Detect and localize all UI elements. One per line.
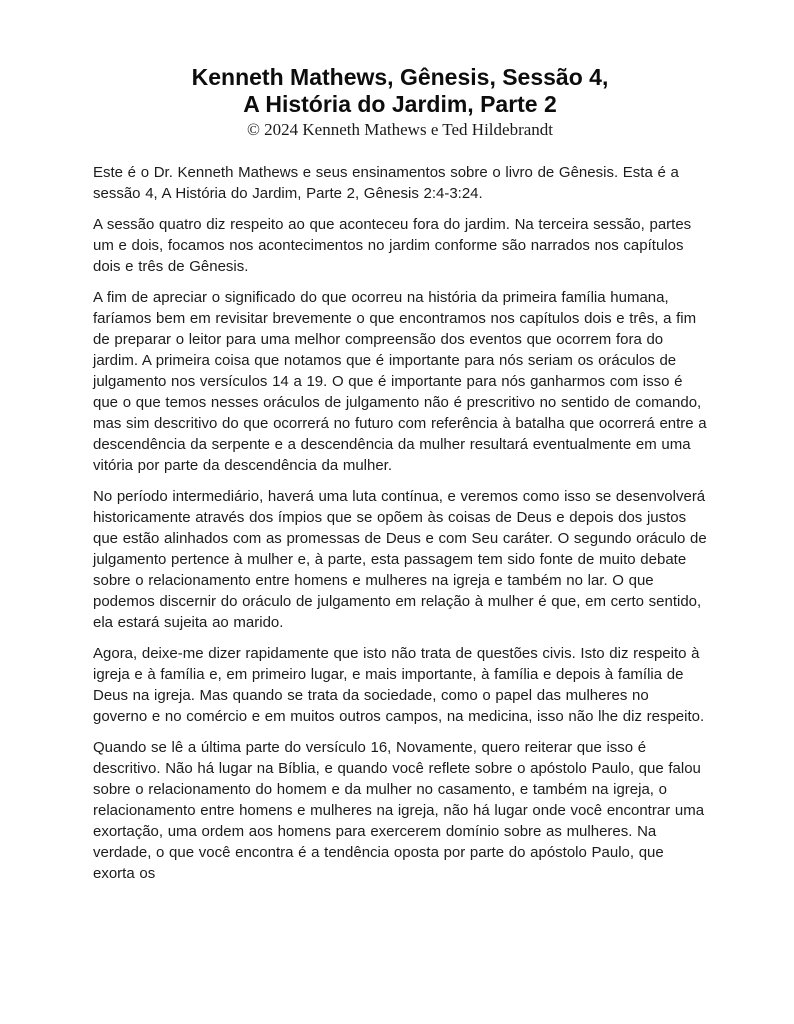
title-line-2: A História do Jardim, Parte 2 [243,91,557,117]
paragraph-4: No período intermediário, haverá uma luta contínua, e veremos como isso se desenvolverá historicamente através dos ímpios que se opõem às coisas de Deus e depois dos justos que estão alinhados com as promessas de Deus e com Seu caráter. O segundo oráculo de julgamento pertence à mulher e, à parte, esta passagem tem sido fonte de muito debate sobre o relacionamento entre homens e mulheres na igreja e também no lar. O que podemos discernir do oráculo de julgamento em relação à mulher é que, em certo sentido, ela estará sujeita ao marido. [93,488,707,631]
copyright-line: © 2024 Kenneth Mathews e Ted Hildebrandt [246,120,553,139]
paragraph-5: Agora, deixe-me dizer rapidamente que isto não trata de questões civis. Isto diz respeito à igreja e à família e, em primeiro lugar, e mais importante, à família e depois à família de Deus na igreja. Mas quando se trata da sociedade, como o papel das mulheres no governo e no comércio e em muitos outros campos, na medicina, isso não lhe diz respeito. [93,645,705,725]
paragraph-1: Este é o Dr. Kenneth Mathews e seus ensinamentos sobre o livro de Gênesis. Esta é a sessão 4, A História do Jardim, Parte 2, Gênesis 2:4-3:24. [93,164,679,202]
paragraph-2: A sessão quatro diz respeito ao que aconteceu fora do jardim. Na terceira sessão, partes um e dois, focamos nos acontecimentos no jardim conforme são narrados nos capítulos dois e três de Gênesis. [93,216,692,275]
paragraph-6: Quando se lê a última parte do versículo 16, Novamente, quero reiterar que isso é descritivo. Não há lugar na Bíblia, e quando você reflete sobre o apóstolo Paulo, que falou sobre o relacionamento do homem e da mulher no casamento, e também na igreja, o relacionamento entre homens e mulheres na igreja, não há lugar onde você encontrar uma exortação, uma ordem aos homens para exercerem domínio sobre as mulheres. Na verdade, o que você encontra é a tendência oposta por parte do apóstolo Paulo, que exorta os [93,739,705,882]
document-body [93,162,707,884]
document-title [93,64,707,118]
paragraph-3: A fim de apreciar o significado do que ocorreu na história da primeira família humana, faríamos bem em revisitar brevemente o que encontramos nos capítulos dois e três, a fim de preparar o leitor para uma melhor compreensão dos eventos que ocorrem fora do jardim. A primeira coisa que notamos que é importante para nós seriam os oráculos de julgamento nos versículos 14 a 19. O que é importante para nós ganharmos com isso é que o que temos nesses oráculos de julgamento não é prescritivo no sentido de comando, mas sim descritivo do que ocorrerá no futuro com referência à batalha que ocorrerá entre a descendência da serpente e a descendência da mulher resultará eventualmente em uma vitória por parte da descendência da mulher. [93,289,707,474]
title-line-1: Kenneth Mathews, Gênesis, Sessão 4, [191,64,609,90]
